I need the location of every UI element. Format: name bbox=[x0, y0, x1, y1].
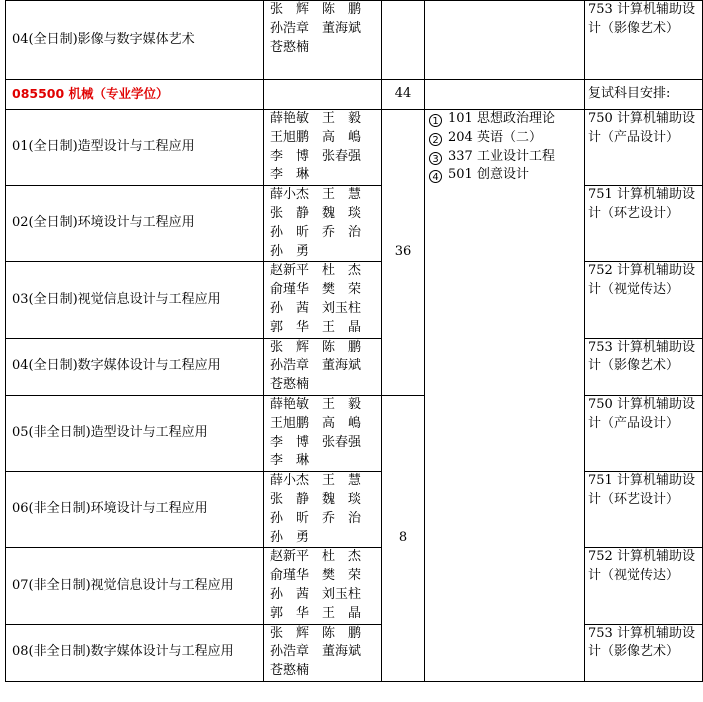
supervisor-line: 孙 勇 bbox=[270, 243, 310, 259]
exam-subject bbox=[429, 129, 584, 148]
supervisor-line: 孙 茜 刘玉柱 bbox=[270, 300, 362, 316]
supervisor-line: 苍憨楠 bbox=[270, 39, 310, 55]
supervisor-line: 苍憨楠 bbox=[270, 663, 310, 679]
retest-subject: 753 计算机辅助设计（影像艺术） bbox=[585, 338, 703, 395]
supervisor-line: 孙 昕 乔 治 bbox=[270, 510, 362, 526]
supervisors bbox=[264, 110, 382, 186]
supervisor-line: 孙 勇 bbox=[270, 529, 310, 545]
exam-subject bbox=[429, 110, 584, 129]
retest-subject: 750 计算机辅助设计（产品设计） bbox=[585, 395, 703, 471]
research-direction: 04(全日制)影像与数字媒体艺术 bbox=[6, 1, 264, 80]
supervisor-line: 赵新平 杜 杰 bbox=[270, 263, 362, 279]
table-row bbox=[6, 186, 703, 262]
exam-subject bbox=[429, 166, 584, 185]
supervisor-line: 孙浩章 董海斌 bbox=[270, 20, 362, 36]
table-row bbox=[6, 262, 703, 338]
supervisor-line: 李 琳 bbox=[270, 453, 310, 469]
research-direction: 07(非全日制)视觉信息设计与工程应用 bbox=[6, 548, 264, 624]
major-cell bbox=[6, 80, 264, 110]
supervisor-line: 薛小杰 王 慧 bbox=[270, 473, 362, 489]
major-quota: 44 bbox=[382, 80, 425, 110]
circled-number: 4 bbox=[429, 170, 442, 183]
supervisor-line: 俞瑾华 樊 荣 bbox=[270, 282, 362, 298]
research-direction: 02(全日制)环境设计与工程应用 bbox=[6, 186, 264, 262]
retest-label: 复试科目安排: bbox=[585, 80, 703, 110]
exam-subject-text: 337 工业设计工程 bbox=[448, 148, 555, 164]
table-row bbox=[6, 624, 703, 681]
retest-subject: 752 计算机辅助设计（视觉传达） bbox=[585, 262, 703, 338]
supervisor-line: 孙浩章 董海斌 bbox=[270, 358, 362, 374]
supervisors bbox=[264, 624, 382, 681]
supervisors bbox=[264, 1, 382, 80]
supervisor-line: 李 博 张春强 bbox=[270, 434, 362, 450]
supervisor-line: 薛小杰 王 慧 bbox=[270, 187, 362, 203]
research-direction: 05(非全日制)造型设计与工程应用 bbox=[6, 395, 264, 471]
research-direction: 01(全日制)造型设计与工程应用 bbox=[6, 110, 264, 186]
retest-subject: 751 计算机辅助设计（环艺设计） bbox=[585, 472, 703, 548]
research-direction: 08(非全日制)数字媒体设计与工程应用 bbox=[6, 624, 264, 681]
retest-subject: 753 计算机辅助设计（影像艺术） bbox=[585, 624, 703, 681]
table-row bbox=[6, 472, 703, 548]
supervisor-line: 张 静 魏 琰 bbox=[270, 491, 362, 507]
circled-number: 2 bbox=[429, 133, 442, 146]
supervisor-line: 张 辉 陈 鹏 bbox=[270, 339, 362, 355]
supervisor-line: 俞瑾华 樊 荣 bbox=[270, 568, 362, 584]
supervisor-line: 张 辉 陈 鹏 bbox=[270, 625, 362, 641]
supervisors bbox=[264, 472, 382, 548]
exam-subjects bbox=[425, 110, 585, 682]
supervisor-line: 薛艳敏 王 毅 bbox=[270, 396, 362, 412]
supervisor-line: 李 琳 bbox=[270, 167, 310, 183]
exam-subject-text: 501 创意设计 bbox=[448, 167, 529, 183]
table-row bbox=[6, 395, 703, 471]
retest-subject: 750 计算机辅助设计（产品设计） bbox=[585, 110, 703, 186]
retest-subject: 753 计算机辅助设计（影像艺术） bbox=[585, 1, 703, 80]
supervisor-line: 孙浩章 董海斌 bbox=[270, 644, 362, 660]
retest-subject: 751 计算机辅助设计（环艺设计） bbox=[585, 186, 703, 262]
supervisors bbox=[264, 262, 382, 338]
supervisor-line: 孙 昕 乔 治 bbox=[270, 224, 362, 240]
exam-subject-text: 101 思想政治理论 bbox=[448, 111, 555, 126]
major-title: 085500 机械（专业学位） bbox=[12, 85, 169, 101]
empty-cell bbox=[264, 80, 382, 110]
supervisor-line: 李 博 张春强 bbox=[270, 148, 362, 164]
exam-subject bbox=[429, 148, 584, 167]
research-direction: 04(全日制)数字媒体设计与工程应用 bbox=[6, 338, 264, 395]
supervisor-line: 郭 华 王 晶 bbox=[270, 319, 362, 335]
supervisors bbox=[264, 548, 382, 624]
supervisors bbox=[264, 186, 382, 262]
supervisors bbox=[264, 338, 382, 395]
empty-cell bbox=[425, 80, 585, 110]
supervisor-line: 郭 华 王 晶 bbox=[270, 605, 362, 621]
research-direction: 03(全日制)视觉信息设计与工程应用 bbox=[6, 262, 264, 338]
supervisors bbox=[264, 395, 382, 471]
supervisor-line: 苍憨楠 bbox=[270, 377, 310, 393]
table-row bbox=[6, 338, 703, 395]
supervisor-line: 张 辉 陈 鹏 bbox=[270, 2, 362, 17]
supervisor-line: 王旭鹏 高 嶋 bbox=[270, 129, 362, 145]
retest-subject: 752 计算机辅助设计（视觉传达） bbox=[585, 548, 703, 624]
exam-subject-text: 204 英语（二） bbox=[448, 129, 542, 145]
quota-cell bbox=[382, 1, 425, 80]
admissions-table bbox=[5, 0, 703, 682]
supervisor-line: 王旭鹏 高 嶋 bbox=[270, 415, 362, 431]
table-row bbox=[6, 110, 703, 186]
major-row bbox=[6, 80, 703, 110]
table-row bbox=[6, 548, 703, 624]
quota-parttime: 8 bbox=[382, 395, 425, 681]
exam-cell bbox=[425, 1, 585, 80]
circled-number: 1 bbox=[429, 114, 442, 127]
supervisor-line: 赵新平 杜 杰 bbox=[270, 549, 362, 565]
supervisor-line: 孙 茜 刘玉柱 bbox=[270, 586, 362, 602]
table-row bbox=[6, 1, 703, 80]
supervisor-line: 张 静 魏 琰 bbox=[270, 205, 362, 221]
research-direction: 06(非全日制)环境设计与工程应用 bbox=[6, 472, 264, 548]
supervisor-line: 薛艳敏 王 毅 bbox=[270, 111, 362, 126]
circled-number: 3 bbox=[429, 152, 442, 165]
quota-fulltime: 36 bbox=[382, 110, 425, 396]
